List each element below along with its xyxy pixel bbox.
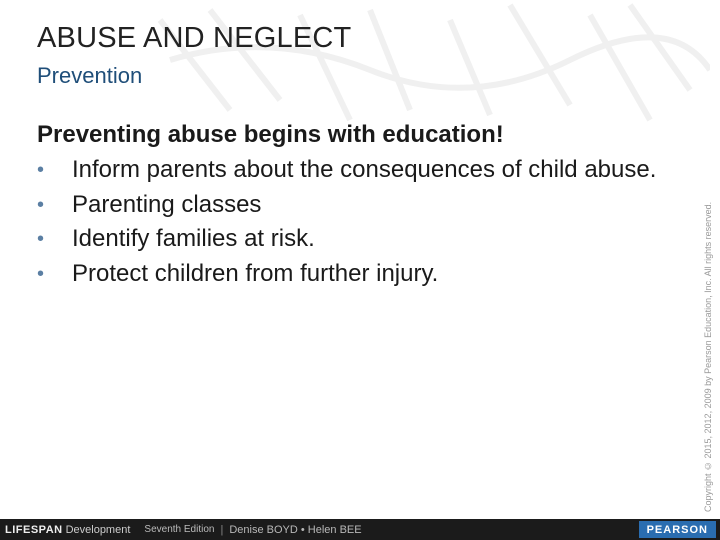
footer-authors <box>229 524 361 536</box>
slide-title: ABUSE AND NEGLECT <box>37 22 352 54</box>
background-watermark <box>150 0 710 130</box>
list-item <box>37 222 687 257</box>
list-item <box>37 188 687 223</box>
list-item <box>37 257 687 292</box>
slide-body <box>37 118 687 292</box>
slide-subtitle: Prevention <box>37 63 143 88</box>
bullet-text: Protect children from further injury. <box>72 260 439 288</box>
footer-author-separator: • <box>300 523 305 536</box>
bullet-text: Identify families at risk. <box>72 225 315 253</box>
bullet-text: Inform parents about the consequences of child abuse. <box>72 155 657 183</box>
bullet-text: Parenting classes <box>72 190 262 218</box>
bullet-list <box>37 153 687 292</box>
list-item <box>37 153 687 188</box>
bullet-icon: • <box>37 193 45 216</box>
footer-bar <box>0 519 720 540</box>
copyright-notice: Copyright © 2015, 2012, 2009 by Pearson Education, Inc. All rights reserved. <box>703 201 713 512</box>
footer-author-2: Helen BEE <box>307 523 362 536</box>
footer-edition: Seventh Edition <box>144 524 215 535</box>
publisher-logo: PEARSON <box>639 521 716 538</box>
watermark-pattern <box>150 0 710 130</box>
bullet-icon: • <box>37 228 45 251</box>
footer-brand-title: LIFESPAN <box>5 523 63 536</box>
lead-text: Preventing abuse begins with education! <box>37 121 504 148</box>
footer-brand-subtitle: Development <box>65 523 131 536</box>
footer-divider: | <box>220 523 224 536</box>
bullet-icon: • <box>37 263 45 286</box>
footer-author-1: Denise BOYD <box>229 523 298 536</box>
bullet-icon: • <box>37 158 45 181</box>
